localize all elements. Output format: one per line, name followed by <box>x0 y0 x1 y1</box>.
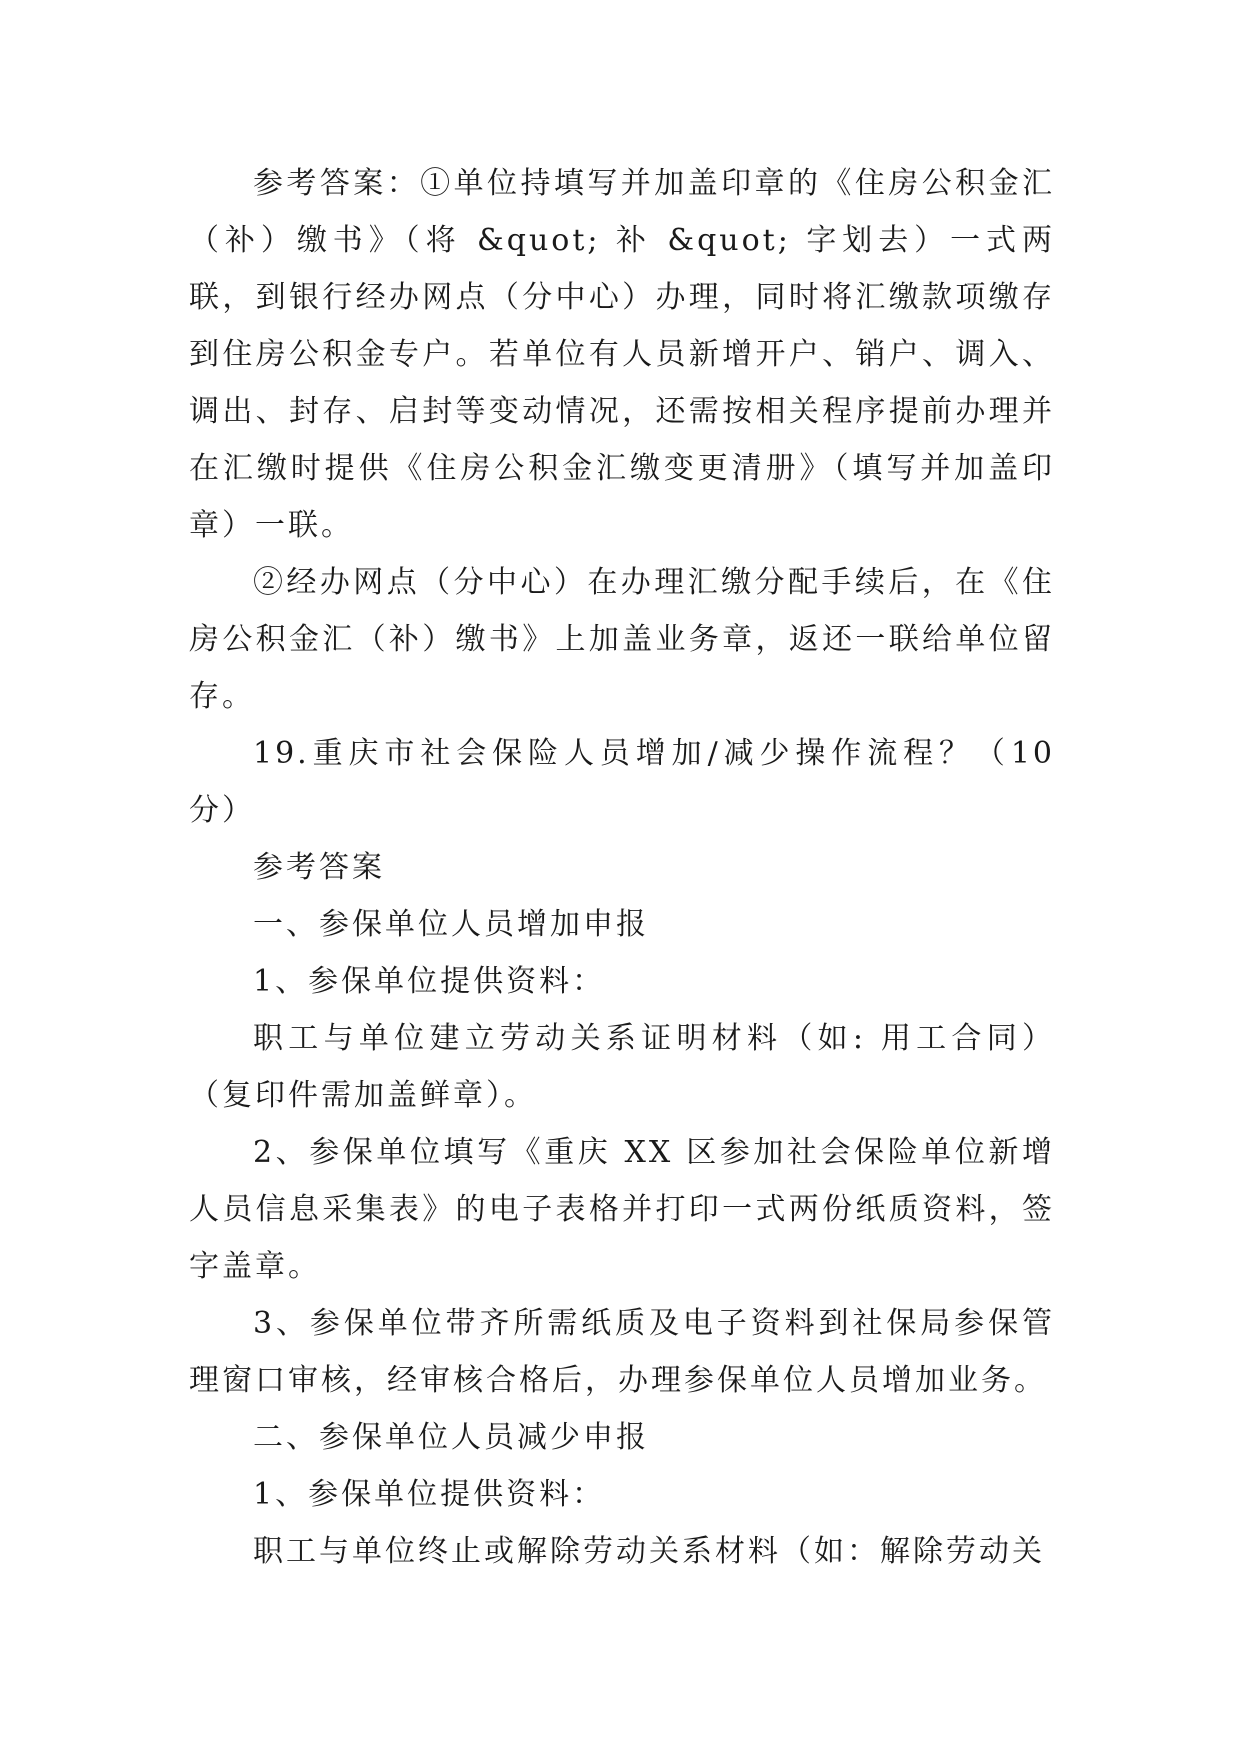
document-body <box>189 155 1055 1580</box>
step-text: 职工与单位终止或解除劳动关系材料（如：解除劳动关 <box>253 1534 1045 1569</box>
answer-paragraph-2: ②经办网点（分中心）在办理汇缴分配手续后，在《住房公积金汇（补）缴书》上加盖业务章，返还一联给单位留存。 <box>189 565 1055 714</box>
step-heading: 1、参保单位提供资料： <box>253 1477 606 1512</box>
answer-paragraph-1: 参考答案：①单位持填写并加盖印章的《住房公积金汇（补）缴书》（将 &quot; 补 &quot; 字划去）一式两联，到银行经办网点（分中心）办理，同时将汇缴款项缴存到住房公积金专户。若单位有人员新增开户、销户、调入、调出、封存、启封等变动情况，还需按相关程序提前办理并在汇缴时提供《住房公积金汇缴变更清册》（填写并加盖印章）一联。 <box>189 166 1055 543</box>
step-heading: 1、参保单位提供资料： <box>253 964 606 999</box>
step-text: 3、参保单位带齐所需纸质及电子资料到社保局参保管理窗口审核，经审核合格后，办理参保单位人员增加业务。 <box>189 1306 1055 1398</box>
step-text: 职工与单位建立劳动关系证明材料（如: 用工合同）（复印件需加盖鲜章）。 <box>189 1021 1055 1113</box>
answer-label: 参考答案 <box>253 850 385 885</box>
section-heading-increase: 一、参保单位人员增加申报 <box>253 907 649 942</box>
step-text: 2、参保单位填写《重庆 XX 区参加社会保险单位新增人员信息采集表》的电子表格并打印一式两份纸质资料，签字盖章。 <box>189 1135 1055 1284</box>
question-heading: 19.重庆市社会保险人员增加/减少操作流程？（10 分） <box>189 736 1055 828</box>
section-heading-decrease: 二、参保单位人员减少申报 <box>253 1420 649 1455</box>
